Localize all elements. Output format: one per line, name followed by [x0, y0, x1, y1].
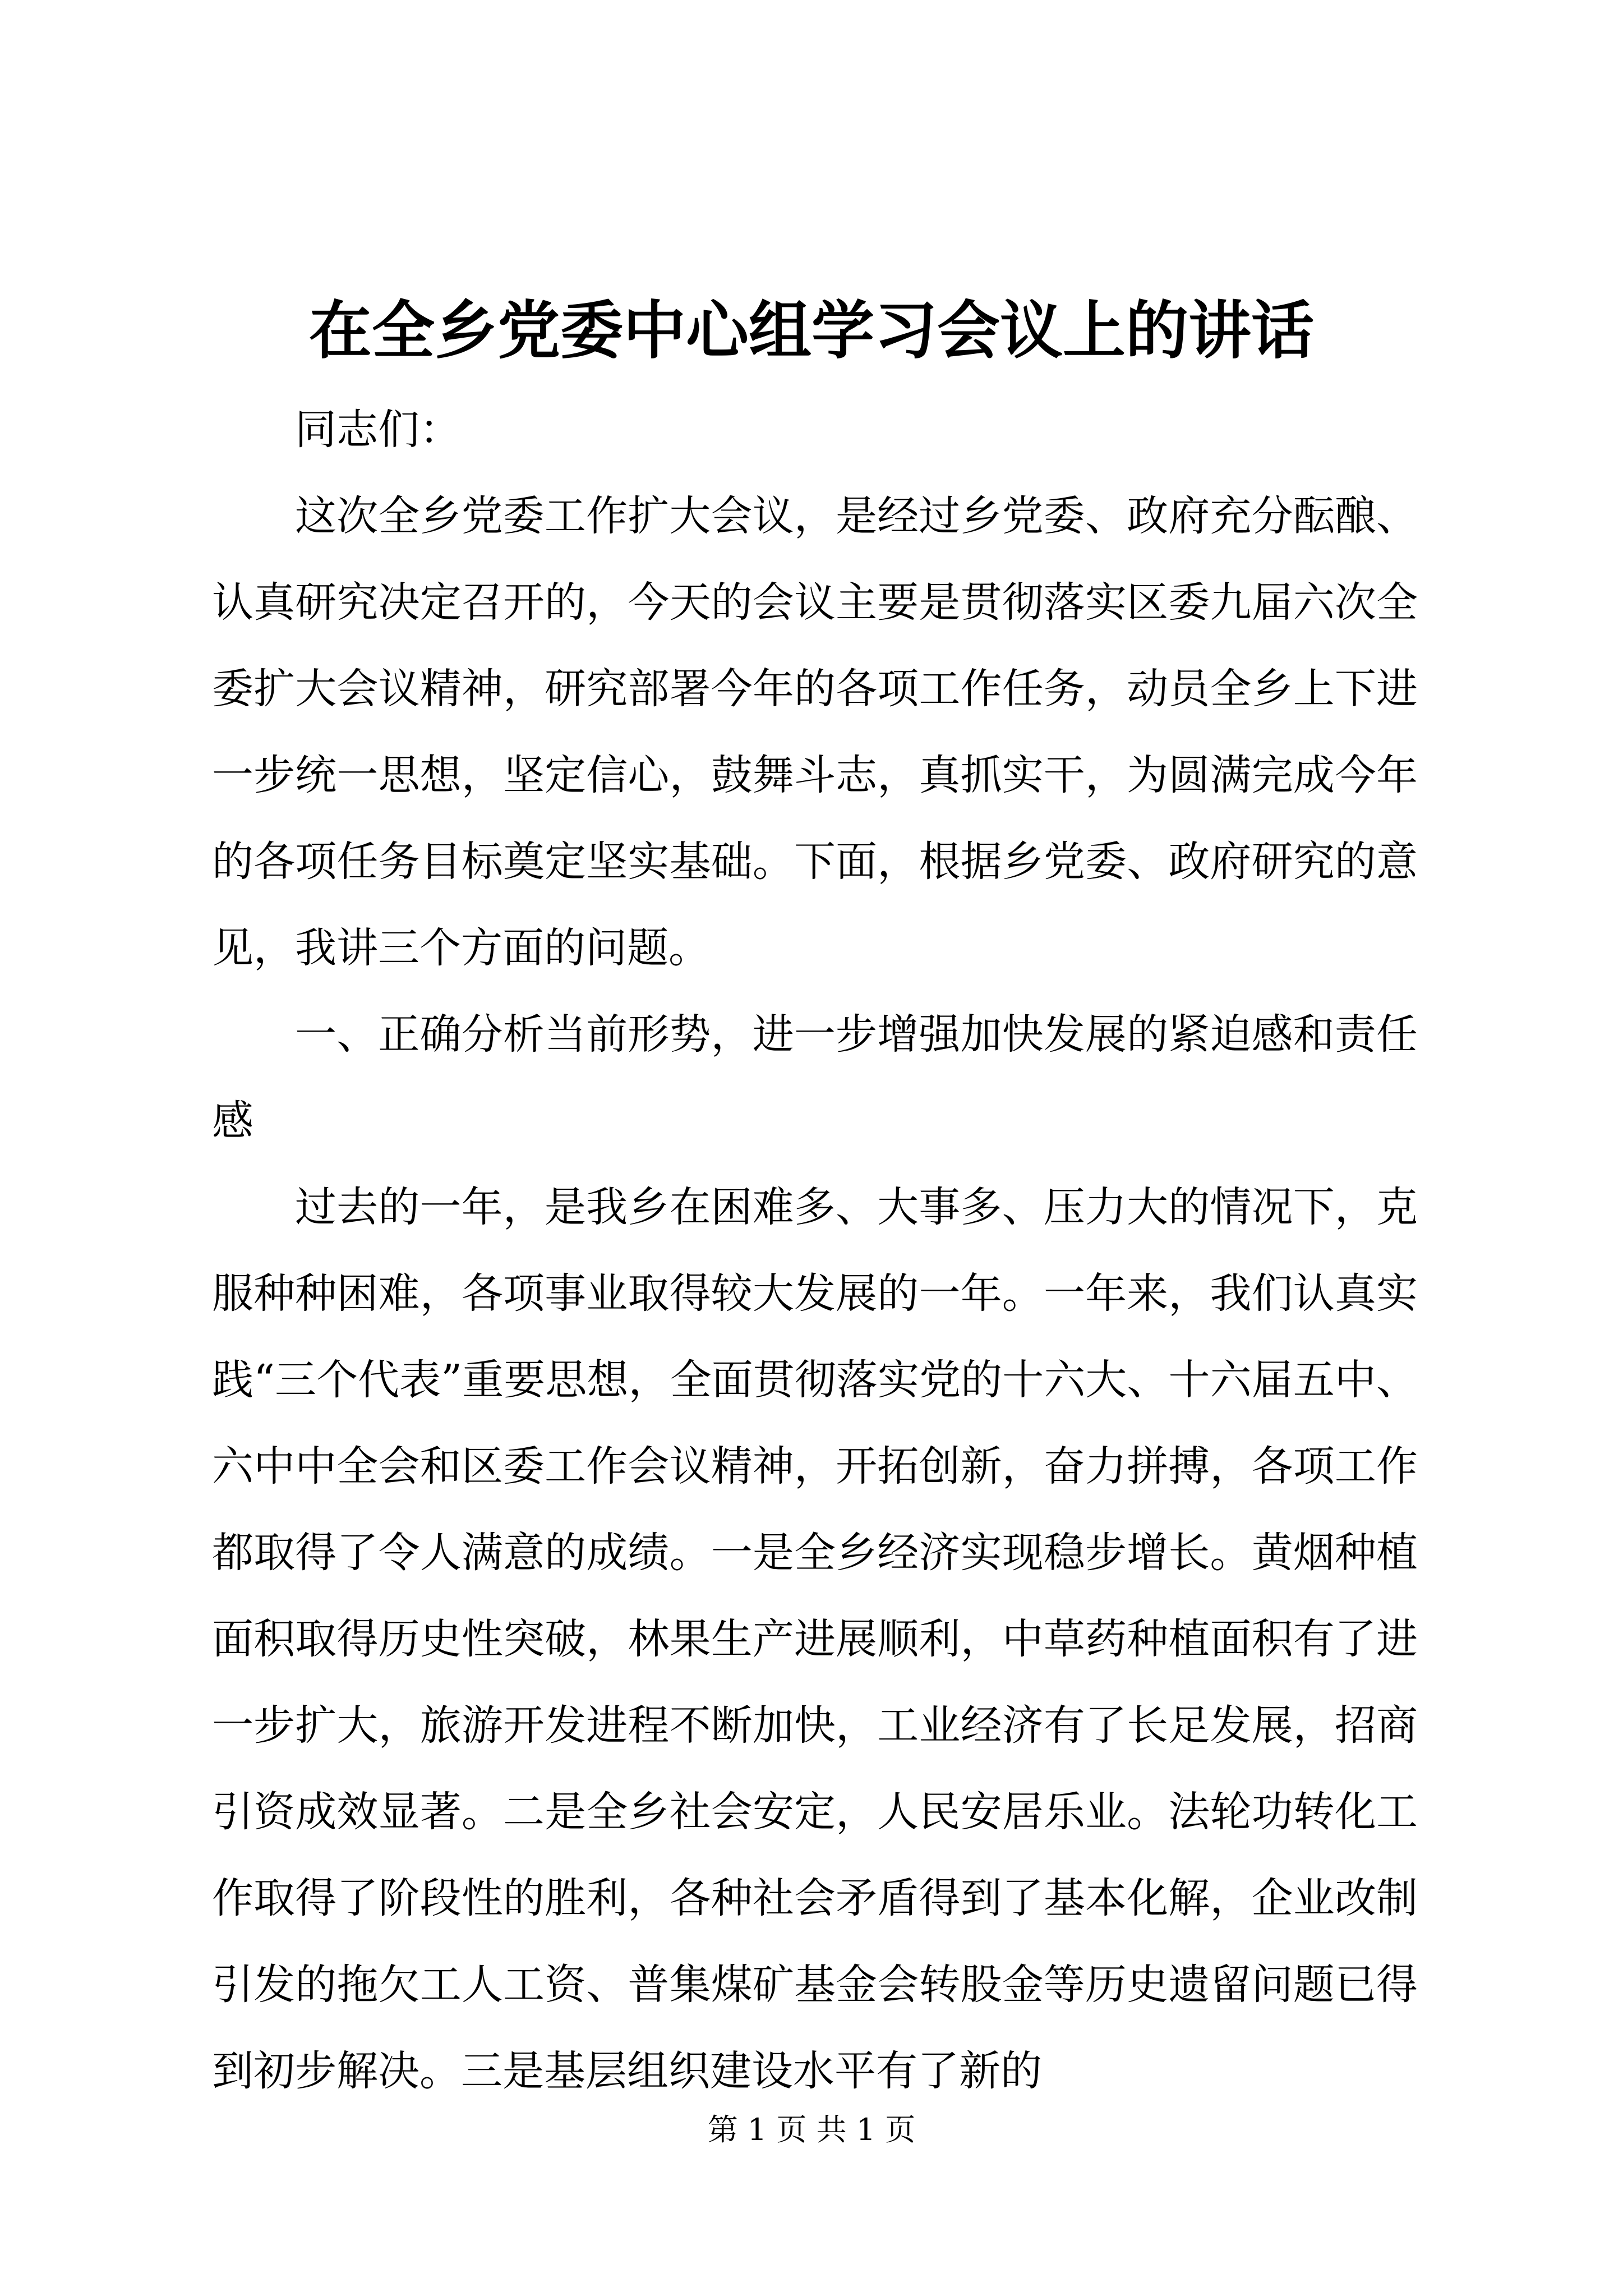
intro-paragraph: 这次全乡党委工作扩大会议，是经过乡党委、政府充分酝酿、认真研究决定召开的，今天的会议主要是贯彻落实区委九届六次全委扩大会议精神，研究部署今年的各项工作任务，动员全乡上下进一步统一思想，坚定信心，鼓舞斗志，真抓实干，为圆满完成今年的各项任务目标奠定坚实基础。下面，根据乡党委、政府研究的意见，我讲三个方面的问题。 — [212, 492, 1418, 972]
document-body — [212, 386, 1418, 2114]
page-footer: 第 1 页 共 1 页 — [707, 2112, 916, 2147]
body-paragraph: 过去的一年，是我乡在困难多、大事多、压力大的情况下，克服种种困难，各项事业取得较大发展的一年。一年来，我们认真实践“三个代表”重要思想，全面贯彻落实党的十六大、十六届五中、六中中全会和区委工作会议精神，开拓创新，奋力拼搏，各项工作都取得了令人满意的成绩。一是全乡经济实现稳步增长。黄烟种植面积取得历史性突破，林果生产进展顺利，中草药种植面积有了进一步扩大，旅游开发进程不断加快，工业经济有了长足发展，招商引资成效显著。二是全乡社会安定，人民安居乐业。法轮功转化工作取得了阶段性的胜利，各种社会矛盾得到了基本化解，企业改制引发的拖欠工人工资、普集煤矿基金会转股金等历史遗留问题已得到初步解决。三是基层组织建设水平有了新的 — [212, 1183, 1418, 2095]
salutation-paragraph: 同志们： — [295, 406, 461, 454]
document-title: 在全乡党委中心组学习会议上的讲话 — [309, 294, 1314, 367]
section-heading-1: 一、正确分析当前形势，进一步增强加快发展的紧迫感和责任感 — [212, 1010, 1418, 1145]
